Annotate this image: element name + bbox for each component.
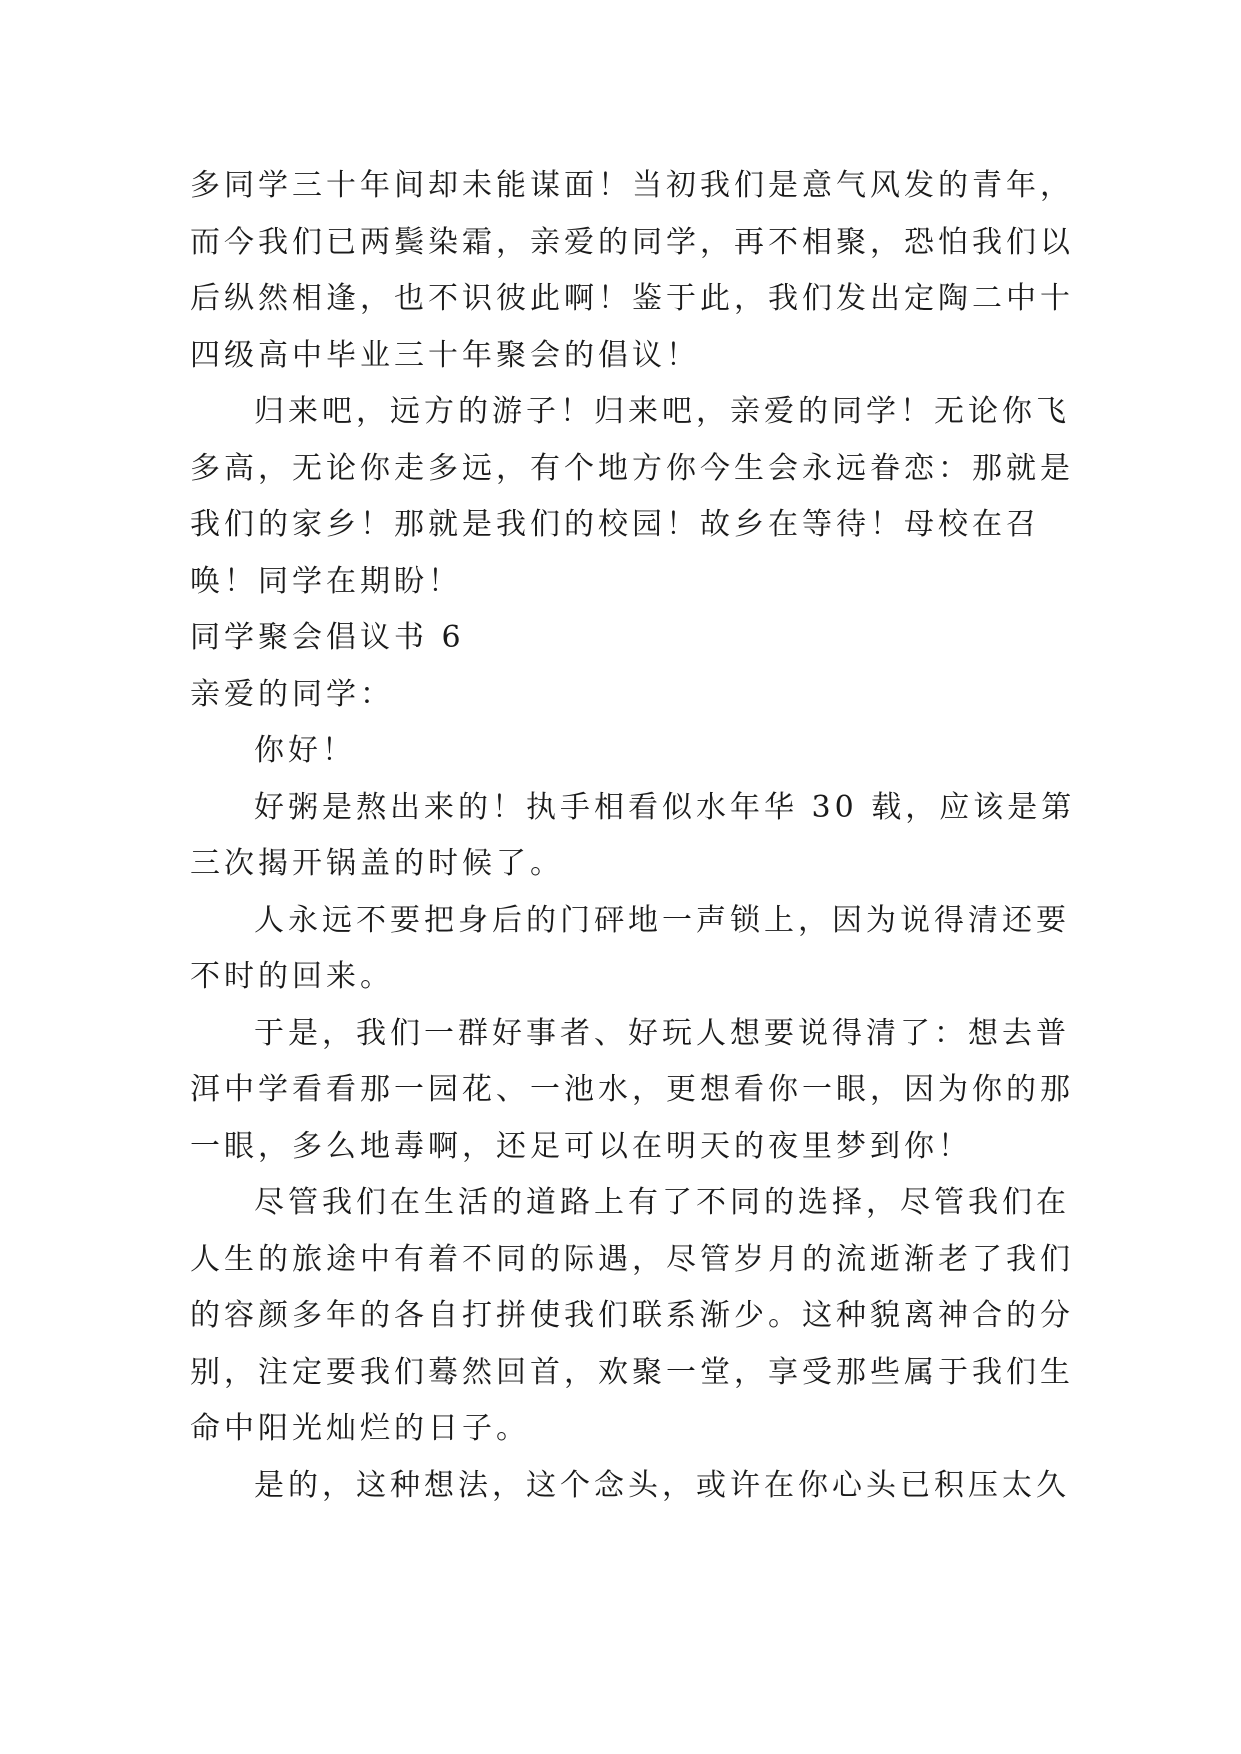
text-line: 唤！同学在期盼！ [190,563,462,599]
text-line: 命中阳光灿烂的日子。 [190,1411,530,1446]
text-line: 的容颜多年的各自打拼使我们联系渐少。这种貌离神合的分 [190,1298,1074,1333]
text-line: 好粥是熬出来的！执手相看似水年华 30 载，应该是第 [254,789,1076,825]
text-line: 别，注定要我们蓦然回首，欢聚一堂，享受那些属于我们生 [190,1354,1074,1390]
text-line: 多高，无论你走多远，有个地方你今生会永远眷恋：那就是 [190,450,1074,486]
text-line: 洱中学看看那一园花、一池水，更想看你一眼，因为你的那 [190,1072,1074,1107]
text-line: 于是，我们一群好事者、好玩人想要说得清了：想去普 [254,1015,1070,1051]
text-line: 同学聚会倡议书 6 [190,620,465,655]
text-line: 人生的旅途中有着不同的际遇，尽管岁月的流逝渐老了我们 [190,1241,1074,1277]
text-line: 一眼，多么地毒啊，还足可以在明天的夜里梦到你！ [190,1128,972,1164]
text-line: 我们的家乡！那就是我们的校园！故乡在等待！母校在召 [190,507,1040,542]
text-line: 人永远不要把身后的门砰地一声锁上，因为说得清还要 [254,902,1070,938]
text-line: 亲爱的同学： [190,676,394,712]
text-line: 多同学三十年间却未能谋面！当初我们是意气风发的青年， [190,168,1074,203]
text-line: 四级高中毕业三十年聚会的倡议！ [190,337,700,373]
text-line: 尽管我们在生活的道路上有了不同的选择，尽管我们在 [254,1185,1070,1220]
document-body [190,158,1076,1514]
text-line: 你好！ [254,733,356,768]
text-line: 三次揭开锅盖的时候了。 [190,846,564,881]
text-line: 归来吧，远方的游子！归来吧，亲爱的同学！无论你飞 [254,394,1070,429]
text-line: 而今我们已两鬓染霜，亲爱的同学，再不相聚，恐怕我们以 [190,224,1074,260]
text-line: 是的，这种想法，这个念头，或许在你心头已积压太久 [254,1467,1070,1503]
text-line: 不时的回来。 [190,959,394,994]
text-line: 后纵然相逢，也不识彼此啊！鉴于此，我们发出定陶二中十 [190,281,1074,316]
